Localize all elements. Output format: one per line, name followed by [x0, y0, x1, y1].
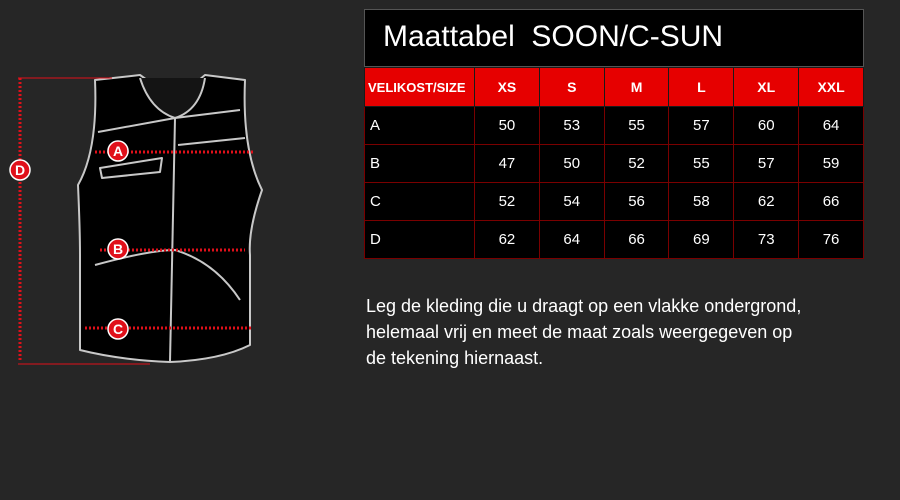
column-header-m: M: [604, 68, 669, 107]
column-header-l: L: [669, 68, 734, 107]
column-header-xxl: XXL: [799, 68, 864, 107]
size-table: [364, 67, 864, 259]
marker-c-label: C: [112, 321, 124, 337]
table-row: [365, 221, 864, 259]
vest-icon: [78, 75, 262, 362]
instruction-line: Leg de kleding die u draagt op een vlakke ondergrond,: [366, 296, 802, 316]
table-cell: 47: [475, 145, 540, 183]
table-cell: 76: [799, 221, 864, 259]
table-cell: 60: [734, 107, 799, 145]
column-header-xl: XL: [734, 68, 799, 107]
vest-diagram: [0, 0, 300, 400]
table-cell: 73: [734, 221, 799, 259]
table-cell: 53: [539, 107, 604, 145]
table-cell: 59: [799, 145, 864, 183]
marker-b-label: B: [112, 241, 124, 257]
column-header-xs: XS: [475, 68, 540, 107]
table-cell: 66: [604, 221, 669, 259]
instruction-line: helemaal vrij en meet de maat zoals weergegeven op: [366, 322, 793, 342]
row-label: D: [365, 221, 475, 259]
marker-d-label: D: [14, 162, 26, 178]
table-cell: 58: [669, 183, 734, 221]
table-row: [365, 183, 864, 221]
row-label: B: [365, 145, 475, 183]
table-cell: 62: [475, 221, 540, 259]
table-cell: 54: [539, 183, 604, 221]
marker-a-label: A: [112, 143, 124, 159]
table-cell: 57: [669, 107, 734, 145]
table-cell: 57: [734, 145, 799, 183]
table-cell: 52: [604, 145, 669, 183]
table-cell: 66: [799, 183, 864, 221]
instruction-line: de tekening hiernaast.: [366, 348, 544, 368]
measuring-instructions: [366, 293, 866, 371]
row-label: A: [365, 107, 475, 145]
table-cell: 64: [539, 221, 604, 259]
table-cell: 55: [604, 107, 669, 145]
row-label: C: [365, 183, 475, 221]
table-cell: 50: [475, 107, 540, 145]
table-cell: 69: [669, 221, 734, 259]
table-row: [365, 145, 864, 183]
table-row: [365, 107, 864, 145]
table-cell: 55: [669, 145, 734, 183]
column-header-size-label: VELIKOST/SIZE: [365, 68, 475, 107]
table-cell: 64: [799, 107, 864, 145]
table-cell: 56: [604, 183, 669, 221]
column-header-s: S: [539, 68, 604, 107]
table-cell: 62: [734, 183, 799, 221]
table-cell: 50: [539, 145, 604, 183]
size-chart-title-bar: [364, 9, 864, 67]
table-cell: 52: [475, 183, 540, 221]
page-title: Maattabel SOON/C-SUN: [383, 20, 724, 53]
table-header-row: [365, 68, 864, 107]
